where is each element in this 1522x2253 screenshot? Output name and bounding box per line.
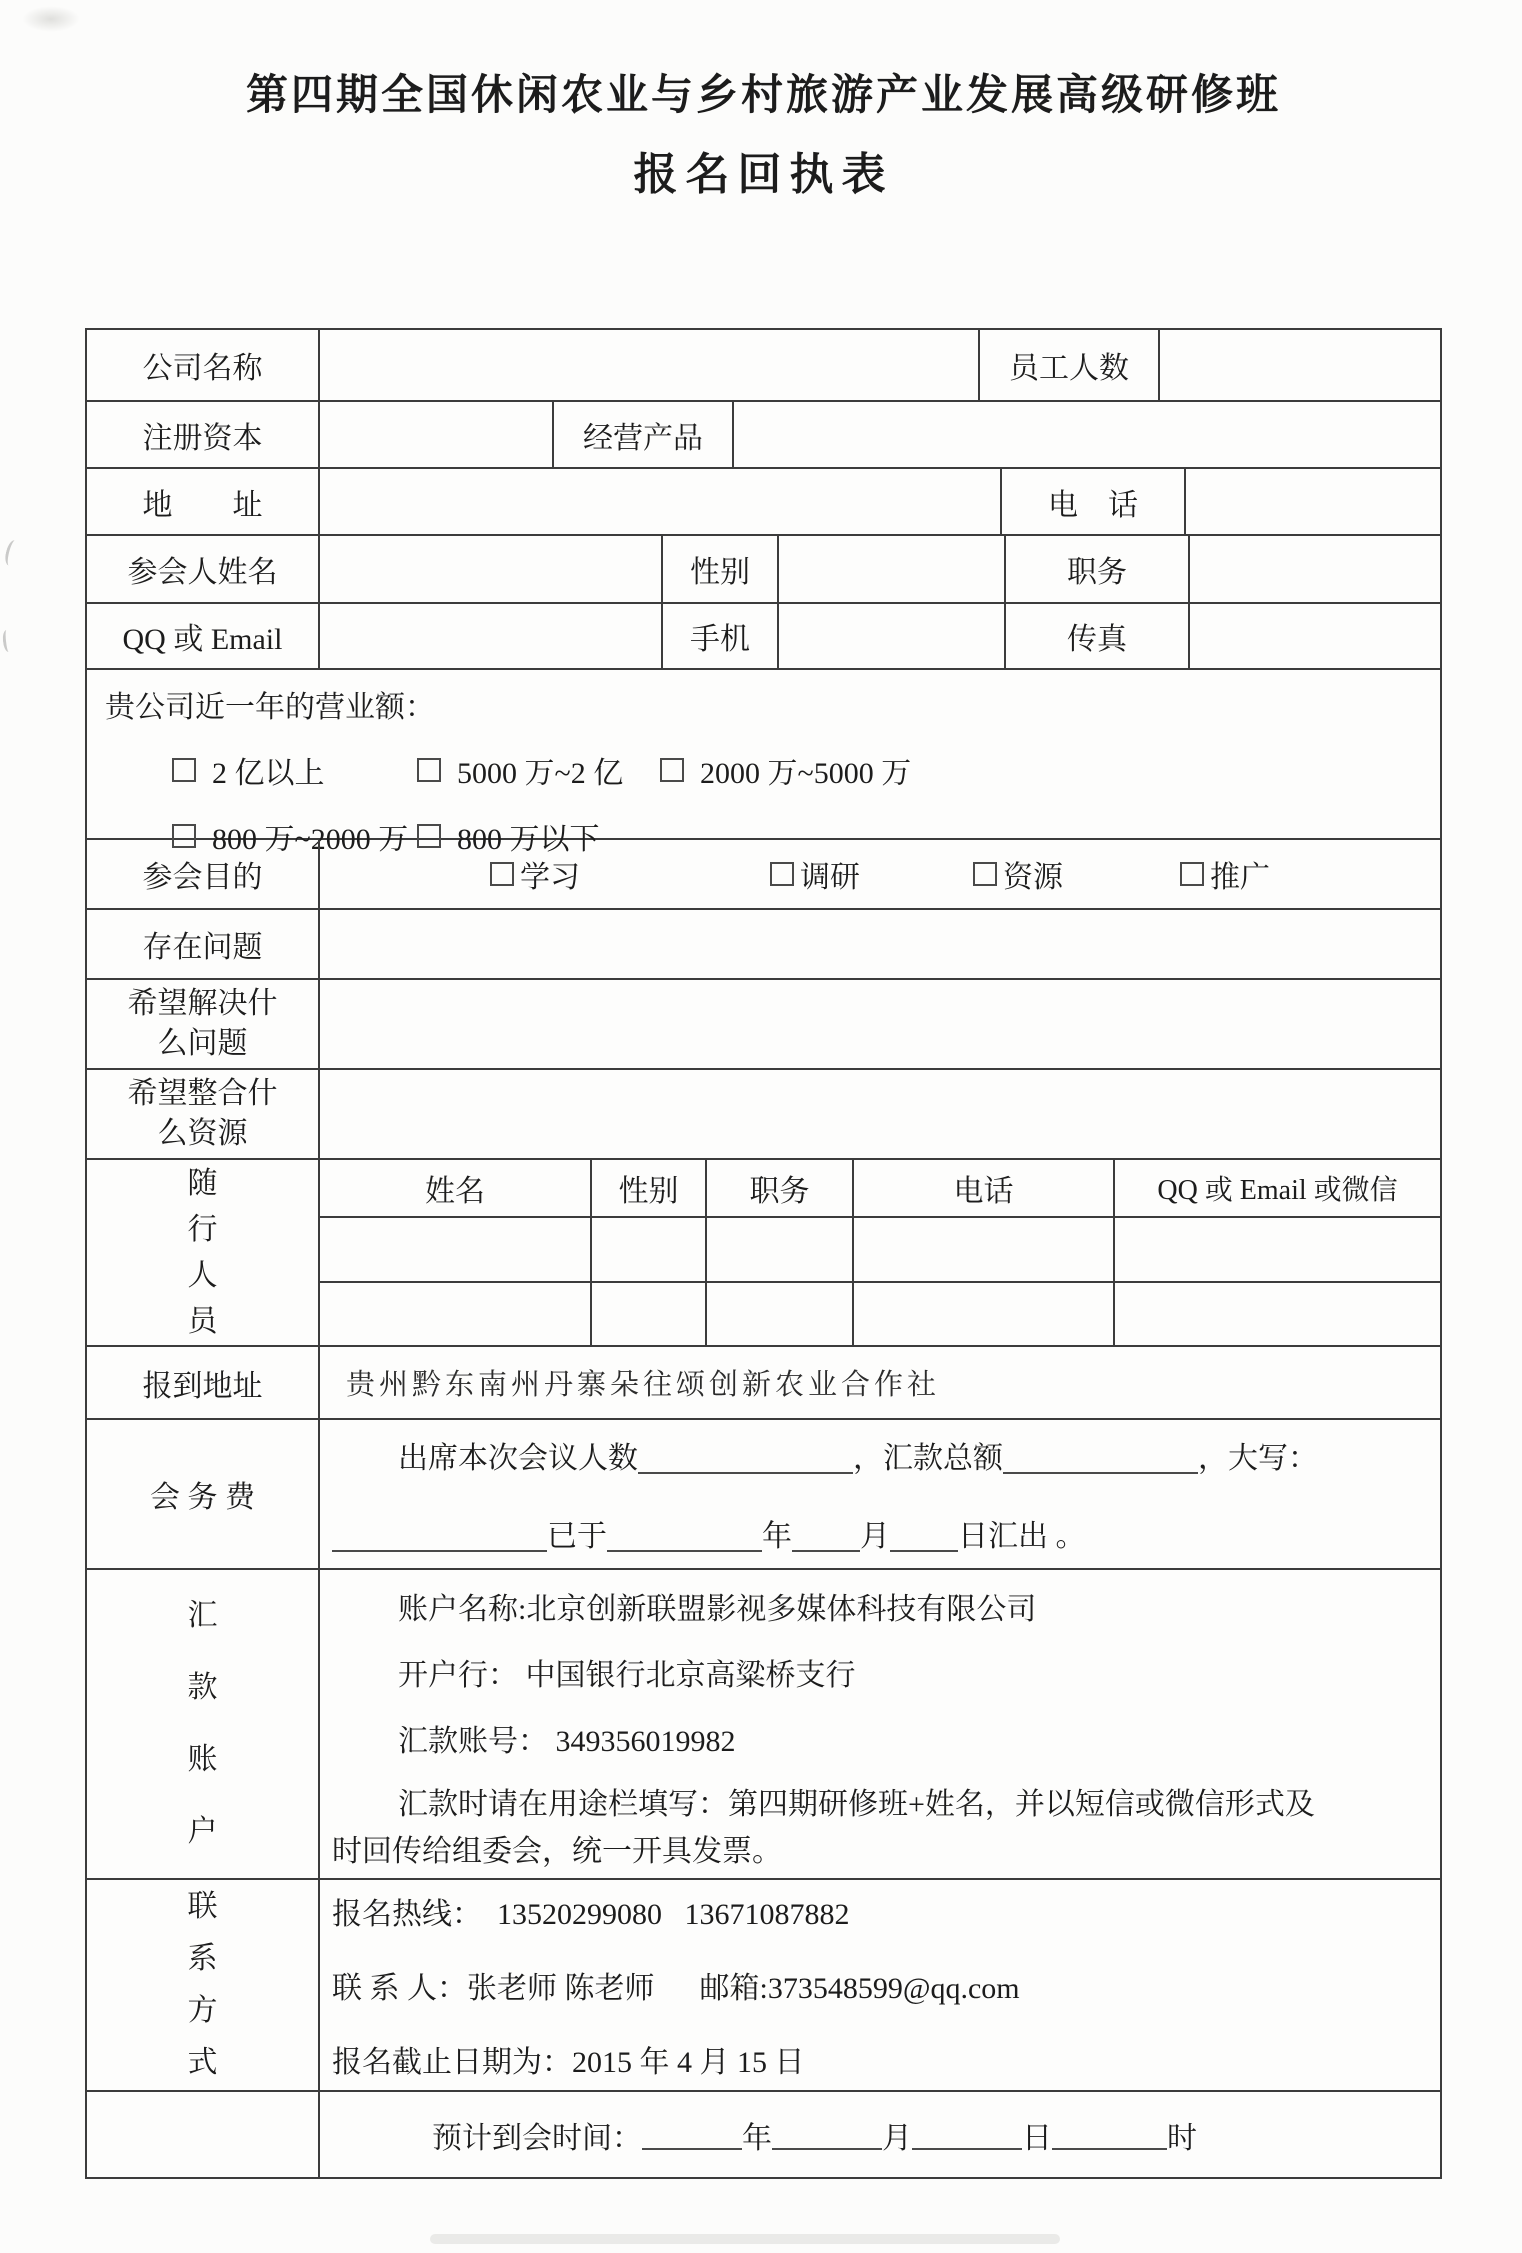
row-capital (87, 402, 1440, 469)
revenue-option-label: 800 万~2000 万 (212, 823, 409, 856)
registration-table (85, 328, 1442, 2179)
row-problems (87, 910, 1440, 980)
fill-in-line[interactable] (772, 2120, 882, 2150)
integrate-label-line2: 么资源 (157, 1117, 248, 1150)
attendee-name-label: 参会人姓名 (87, 536, 320, 602)
position-field[interactable] (1190, 536, 1440, 602)
checkbox-icon[interactable] (490, 862, 514, 886)
contact-deadline: 报名截止日期为：2015 年 4 月 15 日 (332, 2046, 805, 2079)
entourage-header-position: 职务 (707, 1160, 854, 1216)
account-note-line2: 时回传给组委会，统一开具发票。 (332, 1834, 782, 1868)
attendee-name-field[interactable] (320, 536, 663, 602)
row-integrate (87, 1070, 1440, 1160)
row-entourage (87, 1160, 1440, 1347)
page-title-line2: 报名回执表 (633, 150, 894, 199)
row-purpose (87, 840, 1440, 910)
fill-in-line[interactable] (607, 1522, 762, 1552)
entourage-row (320, 1218, 1440, 1283)
account-content (320, 1570, 1440, 1878)
form-title (85, 62, 1442, 202)
fee-label: 会 务 费 (87, 1420, 320, 1568)
address-field[interactable] (320, 469, 1002, 534)
integrate-field[interactable] (320, 1070, 1440, 1158)
purpose-option (770, 852, 973, 896)
entourage-cell[interactable] (320, 1283, 592, 1346)
fill-in-line[interactable] (642, 2120, 742, 2150)
revenue-option-label: 2000 万~5000 万 (700, 757, 912, 790)
company-name-field[interactable] (320, 330, 980, 400)
revenue-option (172, 748, 417, 792)
qq-email-label: QQ 或 Email (87, 604, 320, 668)
arrival-content: 预计到会时间： 年 月 日 时 (320, 2092, 1440, 2177)
account-number: 汇款账号： 349356019982 (398, 1725, 736, 1758)
revenue-options-line1 (105, 748, 1440, 792)
account-bank: 开户行： 中国银行北京高粱桥支行 (398, 1659, 856, 1692)
entourage-header-gender: 性别 (592, 1160, 707, 1216)
revenue-option-label: 5000 万~2 亿 (457, 757, 624, 790)
purpose-option-label: 推广 (1210, 861, 1270, 894)
integrate-label (87, 1070, 320, 1158)
entourage-subtable (320, 1160, 1440, 1345)
entourage-row (320, 1283, 1440, 1346)
fill-in-line[interactable] (890, 1522, 958, 1552)
purpose-label: 参会目的 (87, 840, 320, 908)
entourage-header-name: 姓名 (320, 1160, 592, 1216)
products-field[interactable] (734, 402, 1440, 467)
checkbox-icon[interactable] (770, 862, 794, 886)
row-account (87, 1570, 1440, 1880)
page-title-line1: 第四期全国休闲农业与乡村旅游产业发展高级研修班 (245, 73, 1281, 119)
revenue-option-label: 800 万以下 (457, 823, 600, 856)
checkin-address-label: 报到地址 (87, 1347, 320, 1418)
products-label: 经营产品 (554, 402, 734, 467)
entourage-header-row (320, 1160, 1440, 1218)
purpose-options (320, 840, 1440, 908)
purpose-option (1180, 852, 1270, 896)
scan-artifact-top (22, 6, 80, 32)
fill-in-line[interactable] (1003, 1444, 1198, 1474)
revenue-option (660, 748, 911, 792)
row-solve (87, 980, 1440, 1070)
fill-in-line[interactable] (792, 1522, 860, 1552)
scan-artifact-pencil-mark (2, 630, 13, 653)
row-fee (87, 1420, 1440, 1570)
entourage-cell[interactable] (592, 1218, 707, 1281)
solve-label-line2: 么问题 (157, 1027, 248, 1060)
mobile-label: 手机 (663, 604, 779, 668)
fee-line2: 已于 年 月 日汇出 。 (320, 1511, 1440, 1555)
row-qq-email (87, 604, 1440, 670)
checkbox-icon[interactable] (1180, 862, 1204, 886)
checkin-address-value: 贵州黔东南州丹寨朵往颂创新农业合作社 (346, 1369, 941, 1401)
position-label: 职务 (1006, 536, 1190, 602)
fill-in-line[interactable] (332, 1522, 547, 1552)
purpose-option-label: 资源 (1003, 861, 1063, 894)
address-label: 地 址 (87, 469, 320, 534)
entourage-header-contact: QQ 或 Email 或微信 (1157, 1175, 1398, 1206)
registered-capital-field[interactable] (320, 402, 554, 467)
account-name: 账户名称:北京创新联盟影视多媒体科技有限公司 (398, 1593, 1037, 1626)
contact-label: 联 系 方 式 (87, 1880, 320, 2090)
revenue-section (87, 670, 1440, 856)
solve-field[interactable] (320, 980, 1440, 1068)
fee-content (320, 1420, 1440, 1568)
contact-hotline: 报名热线： 13520299080 13671087882 (332, 1898, 850, 1931)
row-contact (87, 1880, 1440, 2092)
row-checkin (87, 1347, 1440, 1420)
checkbox-icon[interactable] (417, 758, 441, 782)
problems-field[interactable] (320, 910, 1440, 978)
row-attendee (87, 536, 1440, 604)
account-note (332, 1782, 1440, 1875)
contact-person: 联 系 人：张老师 陈老师 邮箱:373548599@qq.com (332, 1972, 1020, 2005)
arrival-label-cell (87, 2092, 320, 2177)
fax-field[interactable] (1190, 604, 1440, 668)
problems-label: 存在问题 (87, 910, 320, 978)
purpose-option (490, 852, 770, 896)
revenue-label: 贵公司近一年的营业额： (105, 691, 435, 724)
entourage-label: 随 行 人 员 (87, 1160, 320, 1345)
account-note-line1: 汇款时请在用途栏填写：第四期研修班+姓名，并以短信或微信形式及 (398, 1788, 1315, 1821)
company-name-label: 公司名称 (87, 330, 320, 400)
entourage-cell[interactable] (1115, 1283, 1440, 1346)
purpose-option-label: 调研 (800, 861, 860, 894)
fill-in-line[interactable] (1052, 2120, 1167, 2150)
staff-count-field[interactable] (1160, 330, 1440, 400)
account-label: 汇 款 账 户 (87, 1570, 320, 1878)
purpose-option (973, 852, 1180, 896)
mobile-field[interactable] (779, 604, 1006, 668)
phone-label: 电 话 (1002, 469, 1186, 534)
integrate-label-line1: 希望整合什 (127, 1076, 278, 1110)
arrival-time-label: 预计到会时间： (432, 2121, 642, 2155)
qq-email-field[interactable] (320, 604, 663, 668)
entourage-cell[interactable] (707, 1283, 854, 1346)
fill-in-line[interactable] (912, 2120, 1022, 2150)
entourage-cell[interactable] (1115, 1218, 1440, 1281)
fax-label: 传真 (1006, 604, 1190, 668)
scan-artifact-pencil-mark (3, 539, 21, 567)
checkbox-icon[interactable] (660, 758, 684, 782)
checkbox-icon[interactable] (973, 862, 997, 886)
entourage-cell[interactable] (320, 1218, 592, 1281)
entourage-cell[interactable] (854, 1283, 1115, 1346)
phone-field[interactable] (1186, 469, 1440, 534)
row-address (87, 469, 1440, 536)
entourage-cell[interactable] (707, 1218, 854, 1281)
revenue-option (417, 748, 660, 792)
staff-count-label: 员工人数 (980, 330, 1160, 400)
gender-field[interactable] (779, 536, 1006, 602)
row-revenue (87, 670, 1440, 856)
gender-label: 性别 (663, 536, 779, 602)
fill-in-line[interactable] (638, 1444, 853, 1474)
entourage-cell[interactable] (854, 1218, 1115, 1281)
entourage-cell[interactable] (592, 1283, 707, 1346)
solve-label (87, 980, 320, 1068)
fee-line1: 出席本次会议人数 ，汇款总额 ，大写： (398, 1442, 1318, 1475)
purpose-option-label: 学习 (520, 861, 580, 894)
revenue-option-label: 2 亿以上 (212, 757, 325, 790)
entourage-header-phone: 电话 (854, 1160, 1115, 1216)
contact-content (320, 1880, 1440, 2090)
registered-capital-label: 注册资本 (87, 402, 320, 467)
row-company (87, 330, 1440, 402)
scan-artifact-bottom (430, 2234, 1060, 2244)
row-arrival (87, 2092, 1440, 2177)
solve-label-line1: 希望解决什 (127, 986, 278, 1020)
checkbox-icon[interactable] (172, 758, 196, 782)
